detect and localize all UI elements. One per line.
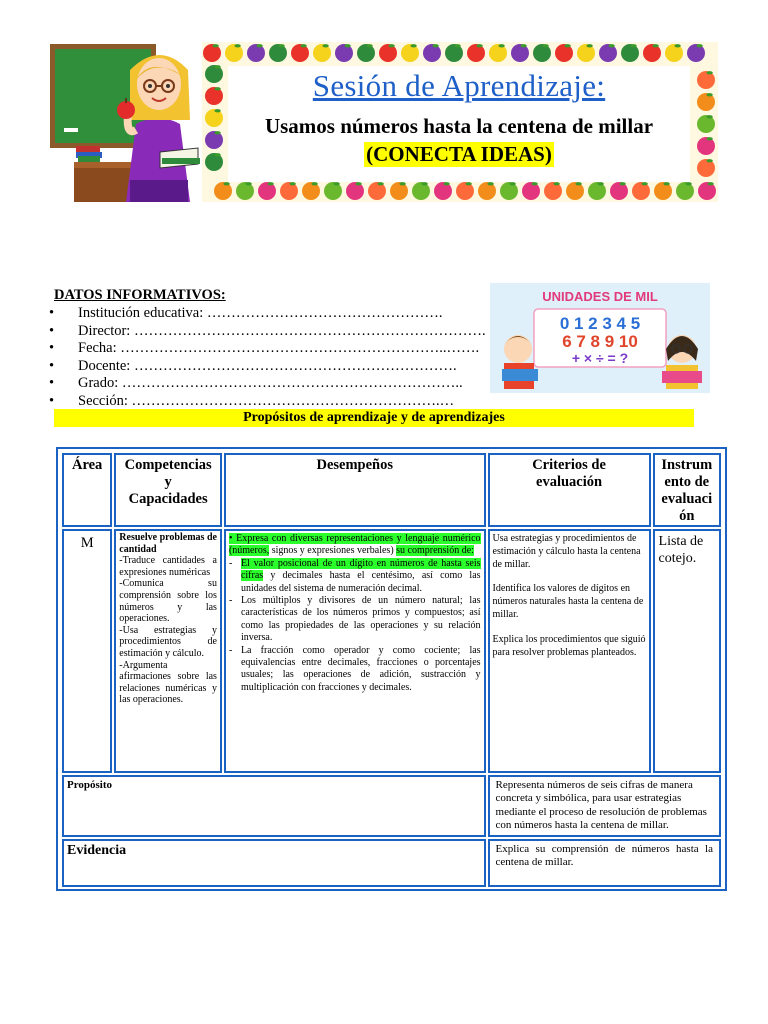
datos-informativos — [50, 287, 500, 410]
leaf-decoration — [531, 182, 537, 185]
fruit-decoration — [697, 137, 715, 155]
leaf-decoration — [706, 159, 712, 162]
fruit-decoration — [511, 44, 529, 62]
fruit-decoration — [697, 93, 715, 111]
leaf-decoration — [542, 44, 548, 47]
units-digits-row2: 6 7 8 9 10 — [562, 332, 638, 351]
leaf-decoration — [214, 153, 220, 156]
fruit-decoration — [697, 71, 715, 89]
leaf-decoration — [706, 93, 712, 96]
fruit-decoration — [697, 115, 715, 133]
leaf-decoration — [674, 44, 680, 47]
fruit-decoration — [697, 159, 715, 177]
bullet-icon: • — [49, 340, 55, 356]
fruit-decoration — [236, 182, 254, 200]
leaf-decoration — [520, 44, 526, 47]
fruit-decoration — [632, 182, 650, 200]
datos-item-docente: • Docente: …………………………………………………………. — [49, 357, 457, 374]
leaf-decoration — [421, 182, 427, 185]
fruit-decoration — [324, 182, 342, 200]
fruit-decoration — [313, 44, 331, 62]
fruit-decoration — [445, 44, 463, 62]
fruit-decoration — [368, 182, 386, 200]
fruit-decoration — [214, 182, 232, 200]
leaf-decoration — [214, 65, 220, 68]
leaf-decoration — [630, 44, 636, 47]
banner-text-area — [228, 66, 690, 182]
fruit-decoration — [467, 44, 485, 62]
fruit-decoration — [258, 182, 276, 200]
leaf-decoration — [399, 182, 405, 185]
fruit-decoration — [434, 182, 452, 200]
fruit-decoration — [335, 44, 353, 62]
fruit-decoration — [489, 44, 507, 62]
fruit-decoration — [205, 87, 223, 105]
bullet-icon: • — [49, 322, 55, 339]
leaf-decoration — [410, 44, 416, 47]
page-title: Sesión de Aprendizaje: — [312, 68, 606, 103]
fruit-decoration — [643, 44, 661, 62]
header-competencias: Competencias y Capacidades — [114, 453, 222, 527]
leaf-decoration — [454, 44, 460, 47]
fruit-decoration — [456, 182, 474, 200]
capacidad-item: -Comunica su comprensión sobre los números y las operaciones. — [119, 578, 217, 625]
cell-instrumento: Lista de cotejo. — [653, 529, 721, 773]
leaf-decoration — [366, 44, 372, 47]
session-tag: (CONECTA IDEAS) — [366, 142, 552, 166]
fruit-decoration — [203, 44, 221, 62]
leaf-decoration — [355, 182, 361, 185]
leaf-decoration — [256, 44, 262, 47]
table-row — [62, 529, 721, 773]
fruit-decoration — [423, 44, 441, 62]
datos-item-fecha: • Fecha: …………………………………………………………..……. — [49, 340, 480, 356]
leaf-decoration — [586, 44, 592, 47]
unidades-de-mil-illustration — [490, 283, 710, 393]
fruit-decoration — [401, 44, 419, 62]
list-item: - El valor posicional de un dígito en números de hasta seis cifras y decimales hasta el centésimo, así como las unidades del sistema de numeración decimal. — [228, 557, 481, 594]
leaf-decoration — [564, 44, 570, 47]
header-criterios: Criterios de evaluación — [488, 453, 651, 527]
leaf-decoration — [652, 44, 658, 47]
datos-item-institucion: • Institución educativa: …………………………………………. — [49, 305, 443, 321]
fruit-decoration — [478, 182, 496, 200]
fruit-decoration — [205, 109, 223, 127]
fruit-decoration — [577, 44, 595, 62]
table-header-row — [62, 453, 721, 527]
capacidad-item: -Traduce cantidades a expresiones numéricas — [119, 555, 217, 578]
desempeno-list — [229, 558, 481, 694]
leaf-decoration — [465, 182, 471, 185]
criterio-item: Usa estrategias y procedimientos de estimación y cálculo hasta la centena de millar. — [492, 533, 641, 570]
competencia-title: Resuelve problemas de cantidad — [119, 532, 217, 555]
fruit-decoration — [205, 131, 223, 149]
leaf-decoration — [641, 182, 647, 185]
fruit-decoration — [412, 182, 430, 200]
fruit-decoration — [205, 153, 223, 171]
bullet-icon: • — [49, 357, 55, 374]
leaf-decoration — [608, 44, 614, 47]
fruit-decoration — [621, 44, 639, 62]
session-table-frame — [56, 447, 727, 891]
title-banner — [202, 42, 718, 202]
leaf-decoration — [707, 182, 713, 185]
fruit-decoration — [302, 182, 320, 200]
leaf-decoration — [344, 44, 350, 47]
bullet-icon: • — [49, 375, 55, 391]
leaf-decoration — [212, 44, 218, 47]
leaf-decoration — [377, 182, 383, 185]
evidencia-row — [62, 839, 721, 887]
datos-heading: DATOS INFORMATIVOS: — [54, 287, 226, 303]
leaf-decoration — [575, 182, 581, 185]
fruit-decoration — [665, 44, 683, 62]
leaf-decoration — [696, 44, 702, 47]
fruit-decoration — [291, 44, 309, 62]
leaf-decoration — [300, 44, 306, 47]
fruit-decoration — [522, 182, 540, 200]
header-instrumento: Instrum ento de evaluaci ón — [653, 453, 721, 527]
proposito-label: Propósito — [62, 775, 486, 837]
fruit-decoration — [357, 44, 375, 62]
cell-competencias — [114, 529, 222, 773]
fruit-decoration — [687, 44, 705, 62]
fruit-decoration — [390, 182, 408, 200]
leaf-decoration — [476, 44, 482, 47]
session-subtitle: Usamos números hasta la centena de millar — [264, 114, 654, 138]
leaf-decoration — [619, 182, 625, 185]
datos-item-director: • Director: ………………………………………………………………. — [49, 322, 486, 339]
capacidad-item: -Usa estrategias y procedimientos de estimación y cálculo. — [119, 624, 217, 659]
fruit-decoration — [610, 182, 628, 200]
leaf-decoration — [685, 182, 691, 185]
desempeno-intro: • Expresa con diversas representaciones y lenguaje numérico (números, signos y expresiones verbales) su comprensión de: — [228, 533, 481, 557]
fruit-decoration — [247, 44, 265, 62]
fruit-decoration — [225, 44, 243, 62]
fruit-decoration — [500, 182, 518, 200]
capacidad-item: -Argumenta afirmaciones sobre las relaciones numéricas y las operaciones. — [119, 659, 217, 706]
leaf-decoration — [278, 44, 284, 47]
proposito-text: Representa números de seis cifras de manera concreta y simbólica, para usar estrategias mediante el proceso de resolución de problemas con números hasta la centena de millar. — [488, 775, 721, 837]
units-heading: UNIDADES DE MIL — [542, 289, 658, 304]
leaf-decoration — [432, 44, 438, 47]
cell-area: M — [62, 529, 112, 773]
cell-desempenos — [224, 529, 486, 773]
leaf-decoration — [498, 44, 504, 47]
leaf-decoration — [245, 182, 251, 185]
evidencia-label: Evidencia — [62, 839, 486, 887]
leaf-decoration — [706, 71, 712, 74]
fruit-decoration — [566, 182, 584, 200]
list-item: - Los múltiplos y divisores de un número natural; las características de los números primos y compuestos; así como las propiedades de las operaciones y su relación inversa. — [228, 595, 481, 644]
cell-criterios — [488, 529, 651, 773]
session-table — [60, 451, 723, 889]
bullet-icon: • — [49, 392, 55, 409]
leaf-decoration — [214, 109, 220, 112]
datos-item-seccion: • Sección: ……………………………………………………….… — [49, 392, 455, 409]
proposito-row — [62, 775, 721, 837]
leaf-decoration — [706, 137, 712, 140]
leaf-decoration — [214, 87, 220, 90]
purpose-heading-bar: Propósitos de aprendizaje y de aprendizajes — [54, 409, 694, 427]
fruit-decoration — [280, 182, 298, 200]
criterio-item: Explica los procedimientos que siguió para resolver problemas planteados. — [492, 633, 646, 658]
bullet-icon: • — [49, 305, 55, 321]
fruit-decoration — [599, 44, 617, 62]
fruit-decoration — [379, 44, 397, 62]
leaf-decoration — [234, 44, 240, 47]
leaf-decoration — [553, 182, 559, 185]
header-desempenos: Desempeños — [224, 453, 486, 527]
leaf-decoration — [597, 182, 603, 185]
leaf-decoration — [223, 182, 229, 185]
criterio-item: Identifica los valores de dígitos en números naturales hasta la centena de millar. — [492, 583, 644, 620]
leaf-decoration — [487, 182, 493, 185]
leaf-decoration — [267, 182, 273, 185]
leaf-decoration — [322, 44, 328, 47]
units-digits-row1: 0 1 2 3 4 5 — [559, 314, 641, 333]
teacher-illustration — [50, 40, 202, 202]
fruit-decoration — [588, 182, 606, 200]
leaf-decoration — [214, 131, 220, 134]
fruit-decoration — [205, 65, 223, 83]
fruit-decoration — [654, 182, 672, 200]
fruit-decoration — [533, 44, 551, 62]
evidencia-text: Explica su comprensión de números hasta la centena de millar. — [488, 839, 721, 887]
fruit-decoration — [555, 44, 573, 62]
leaf-decoration — [289, 182, 295, 185]
units-symbols: + × ÷ = ? — [571, 350, 629, 366]
datos-item-grado: • Grado: …………………………………………………………….. — [49, 375, 463, 391]
fruit-decoration — [269, 44, 287, 62]
list-item: - La fracción como operador y como cociente; las equivalencias entre decimales, fracciones o porcentajes usuales; las operaciones de adición, sustracción y multiplicación con fracciones y decimales. — [228, 644, 481, 693]
fruit-decoration — [346, 182, 364, 200]
leaf-decoration — [663, 182, 669, 185]
leaf-decoration — [706, 115, 712, 118]
fruit-decoration — [676, 182, 694, 200]
header-area: Área — [62, 453, 112, 527]
fruit-decoration — [544, 182, 562, 200]
leaf-decoration — [443, 182, 449, 185]
fruit-decoration — [698, 182, 716, 200]
leaf-decoration — [311, 182, 317, 185]
datos-list — [50, 305, 500, 410]
leaf-decoration — [509, 182, 515, 185]
leaf-decoration — [388, 44, 394, 47]
leaf-decoration — [333, 182, 339, 185]
